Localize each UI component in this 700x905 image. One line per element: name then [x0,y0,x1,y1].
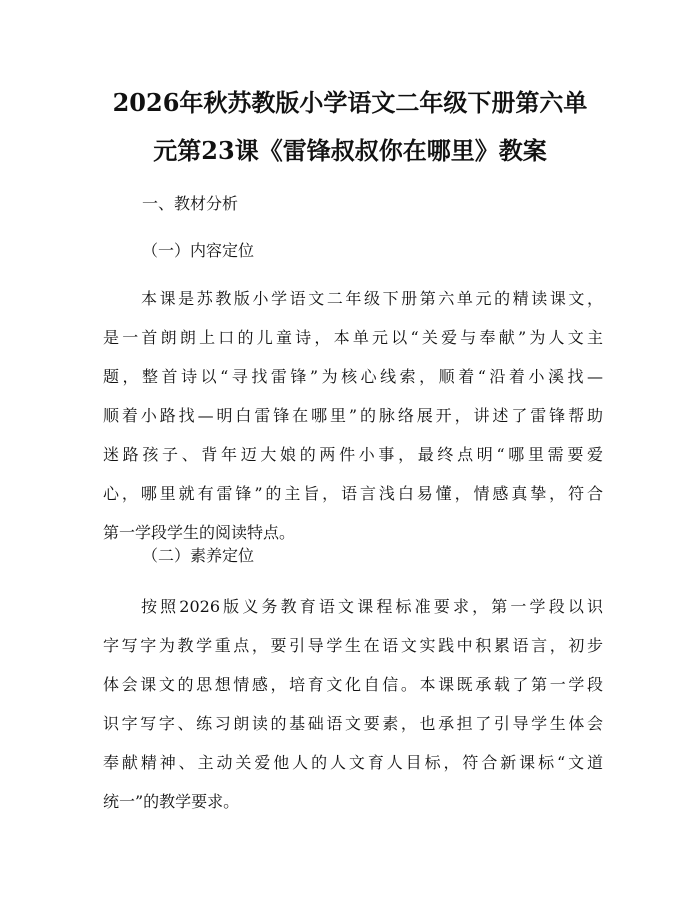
paragraph-line: 顺着小路找—明白雷锋在哪里”的脉络展开，讲述了雷锋帮助 [103,406,603,425]
paragraph-line: 体会课文的思想情感，培育文化自信。本课既承载了第一学段 [103,675,603,694]
paragraph-line: 迷路孩子、背年迈大娘的两件小事，最终点明“哪里需要爱 [103,445,603,464]
paragraph-content-positioning [103,288,603,561]
paragraph-line: 心，哪里就有雷锋”的主旨，语言浅白易懂，情感真挚，符合 [103,484,603,503]
document-title-line-2: 元第23课《雷锋叔叔你在哪里》教案 [153,136,547,165]
paragraph-line: 按照2026版义务教育语文课程标准要求，第一学段以识 [141,597,603,616]
subsection-heading-literacy-positioning: （二）素养定位 [142,546,255,565]
document-title-line-1: 2026年秋苏教版小学语文二年级下册第六单 [112,88,588,117]
paragraph-line: 统一”的教学要求。 [103,792,240,811]
paragraph-line: 第一学段学生的阅读特点。 [103,523,296,542]
paragraph-line: 识字写字、练习朗读的基础语文要素，也承担了引导学生体会 [103,714,603,733]
paragraph-line: 题，整首诗以“寻找雷锋”为核心线索，顺着“沿着小溪找— [103,367,603,386]
paragraph-line: 本课是苏教版小学语文二年级下册第六单元的精读课文， [141,289,603,308]
paragraph-line: 是一首朗朗上口的儿童诗，本单元以“关爱与奉献”为人文主 [103,328,603,347]
subsection-heading-content-positioning: （一）内容定位 [142,241,255,260]
paragraph-line: 奉献精神、主动关爱他人的人文育人目标，符合新课标“文道 [103,753,603,772]
section-heading-textbook-analysis: 一、教材分析 [142,194,239,213]
paragraph-line: 字写字为教学重点，要引导学生在语文实践中积累语言，初步 [103,636,603,655]
paragraph-literacy-positioning [103,596,603,830]
